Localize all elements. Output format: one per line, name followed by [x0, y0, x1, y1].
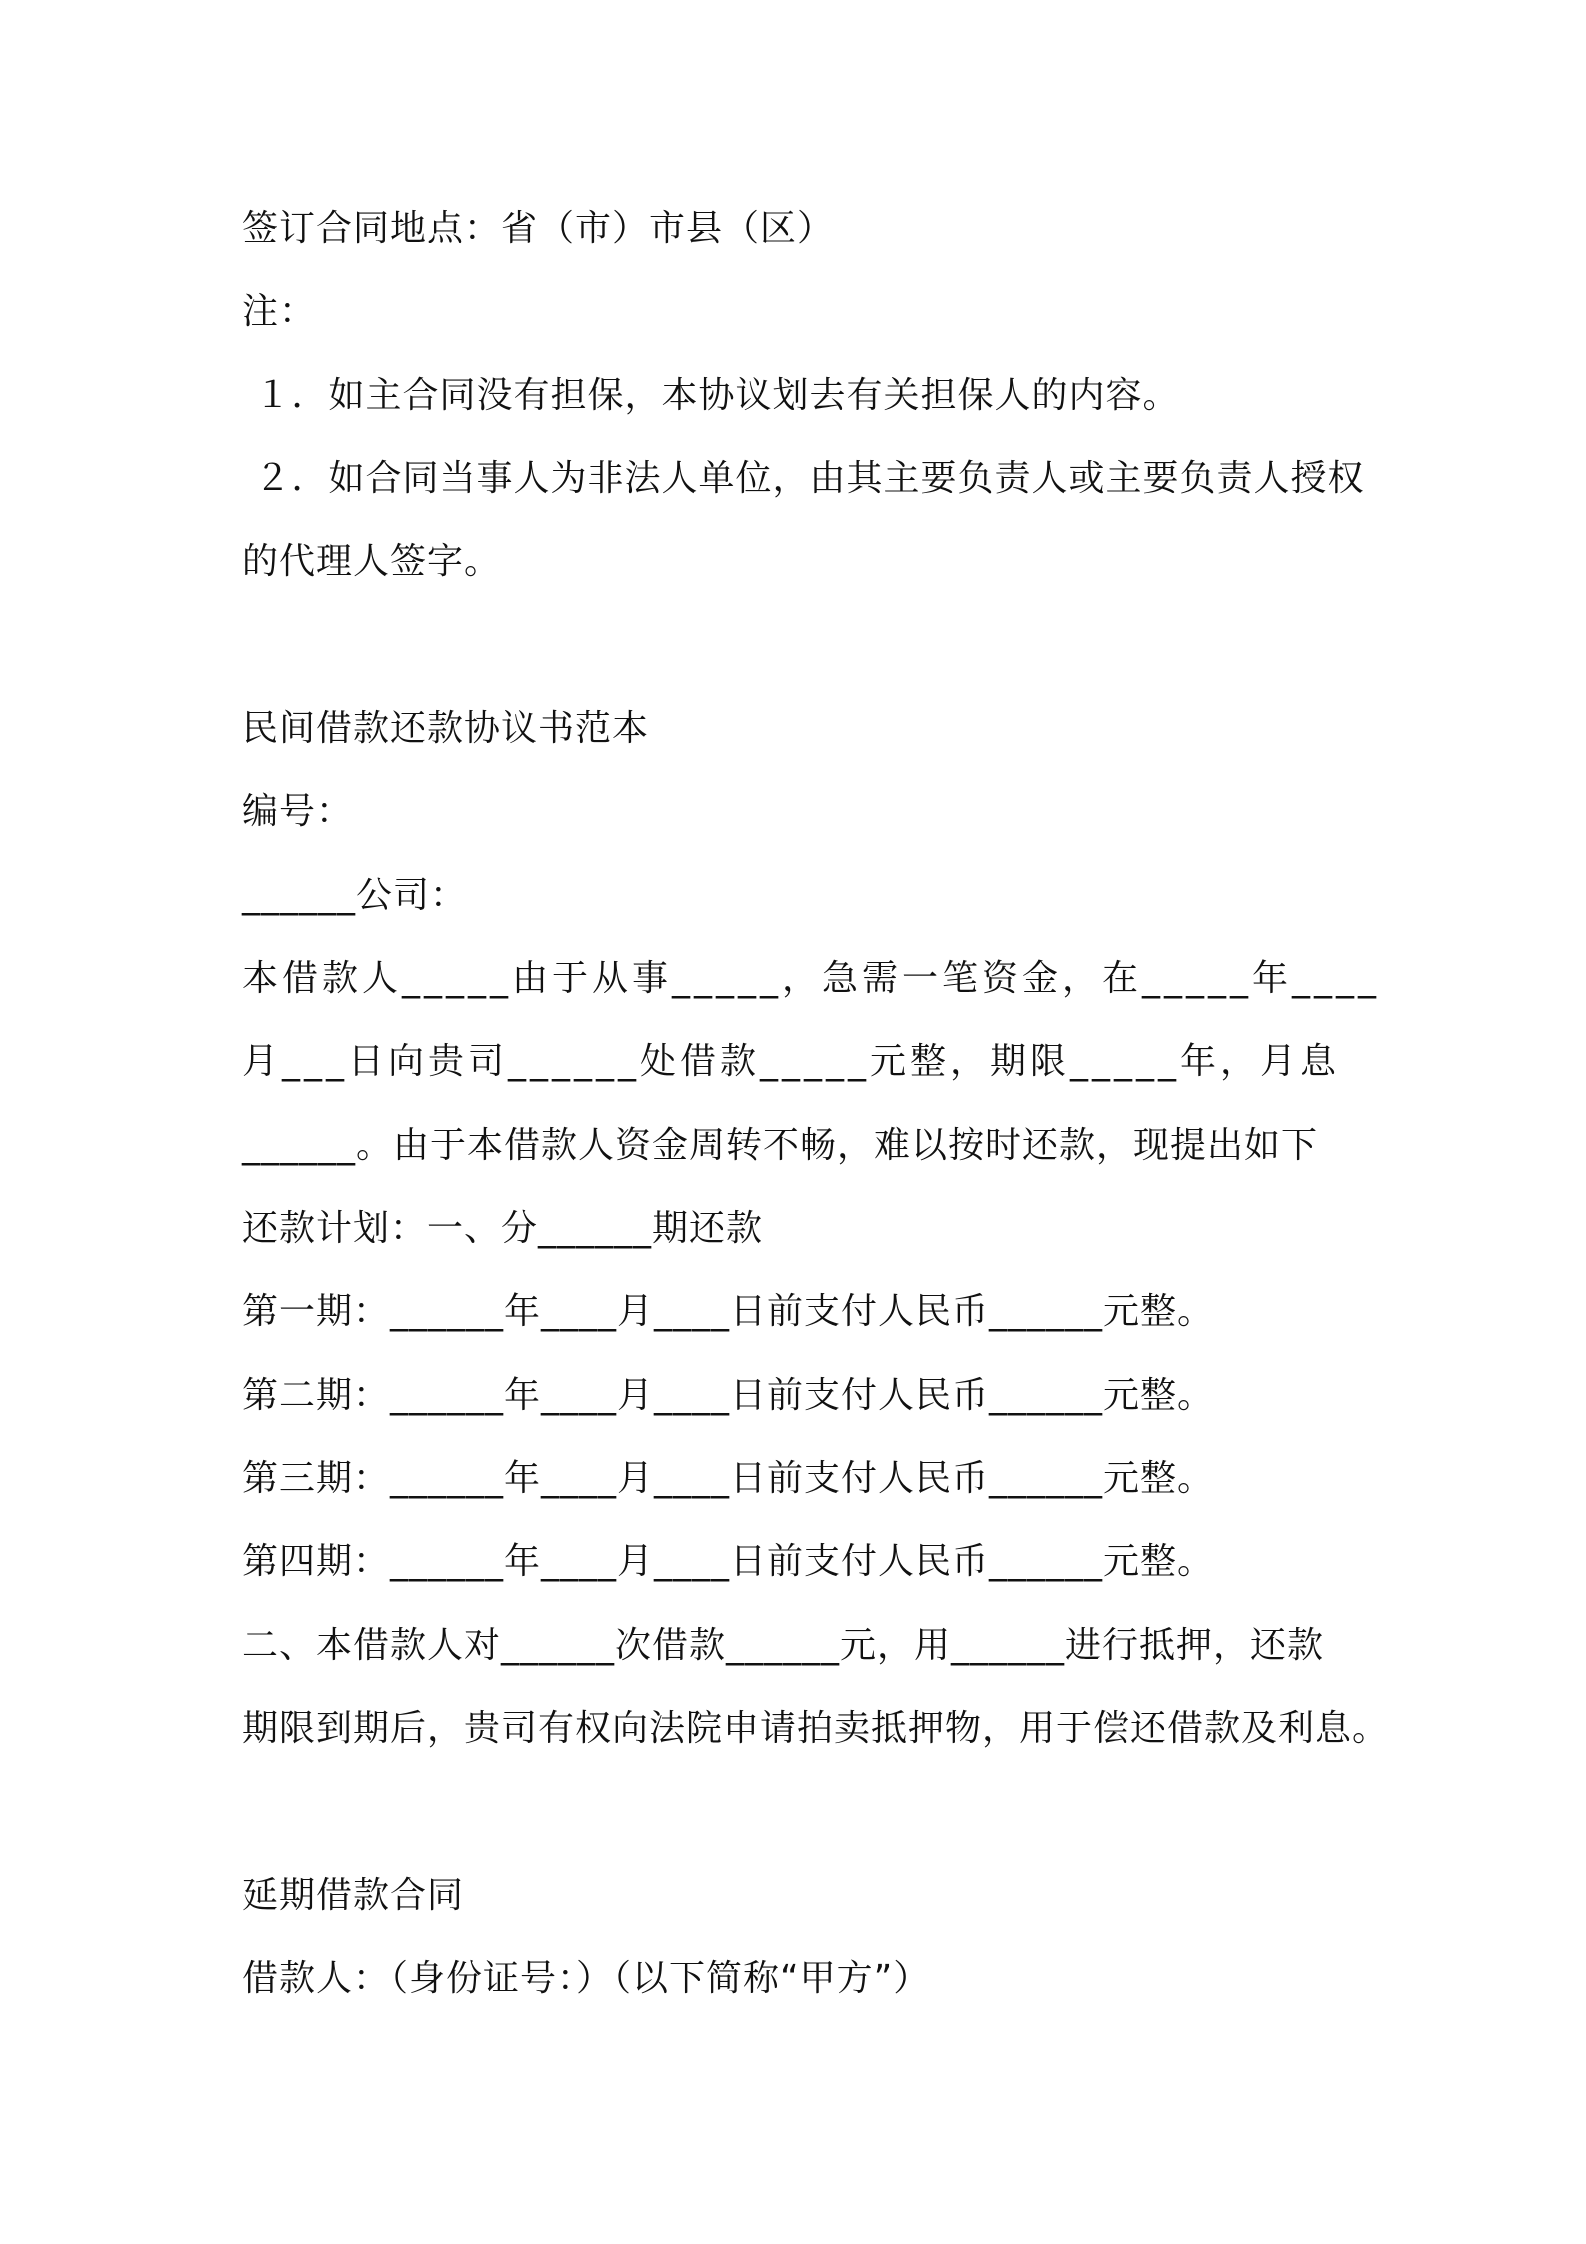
section-title-extension-contract: 延期借款合同	[242, 1875, 465, 1916]
paragraph-line-4: 还款计划：一、分______期还款	[242, 1208, 764, 1249]
installment-1: 第一期：______年____月____日前支付人民币______元整。	[242, 1291, 1215, 1332]
borrower-line: 借款人：（身份证号：）（以下简称“甲方”）	[242, 1958, 931, 1999]
note-item-2-line-2: 的代理人签字。	[242, 541, 502, 582]
paragraph-line-1: 本借款人_____由于从事_____，急需一笔资金，在_____年____	[242, 958, 1381, 999]
note-item-2-line-1: ２．如合同当事人为非法人单位，由其主要负责人或主要负责人授权	[242, 458, 1365, 499]
installment-2: 第二期：______年____月____日前支付人民币______元整。	[242, 1375, 1215, 1416]
clause-2-line-1: 二、本借款人对______次借款______元，用______进行抵押，还款	[242, 1625, 1325, 1666]
clause-2-line-2: 期限到期后，贵司有权向法院申请拍卖抵押物，用于偿还借款及利息。	[242, 1708, 1390, 1749]
company-line: ______公司：	[242, 875, 468, 916]
note-label: 注：	[242, 291, 317, 332]
note-item-1: １．如主合同没有担保，本协议划去有关担保人的内容。	[242, 375, 1180, 416]
signing-place: 签订合同地点：省（市）市县（区）	[242, 208, 835, 249]
paragraph-line-2: 月___日向贵司______处借款_____元整，期限_____年，月息	[242, 1041, 1341, 1082]
installment-3: 第三期：______年____月____日前支付人民币______元整。	[242, 1458, 1215, 1499]
number-label: 编号：	[242, 791, 354, 832]
installment-4: 第四期：______年____月____日前支付人民币______元整。	[242, 1541, 1215, 1582]
paragraph-line-3: ______。由于本借款人资金周转不畅，难以按时还款，现提出如下	[242, 1125, 1319, 1166]
section-title-repayment-agreement: 民间借款还款协议书范本	[242, 708, 650, 749]
